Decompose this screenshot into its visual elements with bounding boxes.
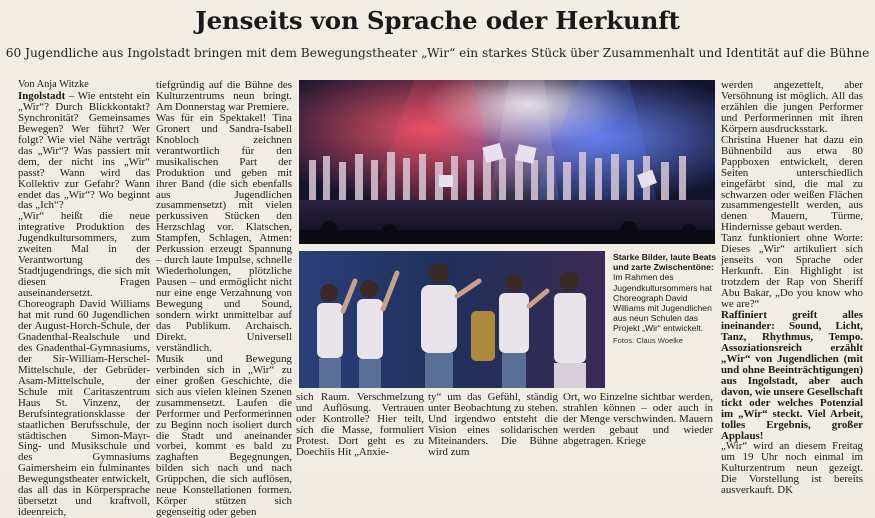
article-headline: Jenseits von Sprache oder Herkunft — [195, 6, 680, 35]
article-column-2 — [156, 79, 292, 518]
caption-lead: Starke Bilder, laute Beats und zarte Zwischentöne: — [613, 252, 717, 273]
paragraph: werden angezettelt, aber Versöhnung ist möglich. All das erzählen die jungen Performer und Performerinnen mit ihren Körpern ausdrucksstark. — [721, 79, 863, 135]
paragraph: „Wir“ wird an diesem Freitag um 19 Uhr noch einmal im Kulturzentrum neun gezeigt. Die Vorstellung ist bereits ausverkauft. DK — [721, 440, 863, 497]
stage-ensemble-photo — [299, 80, 715, 244]
paragraph: ty“ um das Gefühl, ständig unter Beobachtung zu stehen. Und irgendwo entsteht die Vision eines solidarischen Miteinanders. Die Bühne wird zum — [428, 391, 558, 458]
paragraph — [18, 91, 150, 211]
article-column-5 — [563, 392, 713, 470]
paragraph: Musik und Bewegung verbinden sich in „Wir“ zu einer großen Geschichte, die sich aus vielen kleinen Szenen zusammensetzt. Laufen die Performer und Performerinnen zu Beginn noch isoliert durch die Stadt und aneinander vorbei, kommt es bald zu zaghaften Begegnungen, bilden sich nach und nach Grüppchen, die sich auflösen, neue Konstellationen formen. Körper stützen sich gegenseitig oder geben — [156, 352, 292, 518]
article-subhead: 60 Jugendliche aus Ingolstadt bringen mit dem Bewegungstheater „Wir“ ein starkes Stück über Zusammenhalt und Identität auf die Bühne — [5, 46, 870, 60]
paragraph: Tanz funktioniert ohne Worte: Dieses „Wir“ artikuliert sich jenseits von Sprache oder Herkunft. Ein Highlight ist trotzdem der Rap von Sheriff Abu Bakar, „Do you know who we are?“ — [721, 232, 863, 311]
article-column-1 — [18, 79, 150, 518]
article-column-3 — [296, 392, 424, 470]
paragraph: Ort, wo Einzelne sichtbar werden, strahlen können – oder auch in der Menge verschwinden. Mauern werden gebaut und wieder abgetragen. Kriege — [563, 391, 713, 447]
theater-stage-photo-icon — [299, 80, 715, 244]
paragraph-text: – Wie entsteht ein „Wir“? Durch Blickkontakt? Synchronität? Gemeinsames Bewegen? Wer führt? Wer folgt? Wie viel Nähe verträgt das „Wir“? Was passiert mit dem, der nicht ins „Wir“ passt? Wann wird das Kollektiv zur Gefahr? Wann endet das „Wir“? Wo beginnt das „Ich“? — [18, 89, 150, 212]
dancers-closeup-photo — [299, 251, 605, 388]
paragraph: Was für ein Spektakel! Tina Gronert und Sandra-Isabell Knobloch zeichnen verantwortlich für den musikalischen Part der Produktion und geben mit ihrer Band (die sich ebenfalls aus Jugendlichen zusammensetzt) mit vielen perkussiven Stücken den Herzschlag vor. Klatschen, Stampfen, Schlagen, Atmen: Perkussion erzeugt Spannung – durch laute Impulse, schnelle Wiederholungen, plötzliche Pausen – und ermöglicht nicht nur eine enge Verzahnung von Bewegung und Sound, sondern wirkt unmittelbar auf das Publikum. Archaisch. Direkt. Universell verständlich. — [156, 111, 292, 354]
paragraph: tiefgründig auf die Bühne des Kulturzentrums neun bringt. Am Donnerstag war Premiere. — [156, 79, 292, 113]
paragraph: sich Raum. Verschmelzung und Auflösung. Vertrauen oder Kontrolle? Hier teilt, sich die Masse, formuliert Protest. Dort geht es zu Doechiis Hit „Anxie- — [296, 391, 424, 458]
dancers-photo-icon — [299, 251, 605, 388]
paragraph: Raffiniert greift alles ineinander: Sound, Licht, Tanz, Rhythmus, Tempo. Assoziationsreich erzählt „Wir“ von Jugendlichen (mit und ohne Beeinträchtigungen) aus Ingolstadt, aber auch davon, wie unsere Gesellschaft tickt oder welches Potenzial im „Wir“ steckt. Viel Arbeit, tolles Ergebnis, großer Applaus! — [721, 309, 863, 442]
paragraph: „Wir“ heißt die neue integrative Produktion des Jugendkultursommers, zum zweiten Mal in der Verantwortung des Stadtjugendrings, die sich mit diesen Fragen auseinandersetzt. Choreograph David Williams hat mit rund 60 Jugendlichen der August-Horch-Schule, der Gnadenthal-Realschule und des Gnadenthal-Gymnasiums, der Sir-William-Herschel-Mittelschule, der Gebrüder-Asam-Mittelschule, der Schule mit Caritaszentrum Haus St. Vinzenz, der Berufsintegrationsklasse der staatlichen Berufsschule, der städtischen Simon-Mayr-Sing- und Musikschule und des Gymnasiums Gaimersheim ein fulminantes Bewegungstheater entwickelt, das all das in Körpersprache übersetzt und kraftvoll, ideenreich, — [18, 210, 150, 518]
dateline: Ingolstadt — [18, 89, 66, 102]
photo-caption — [613, 252, 717, 346]
article-column-6 — [721, 79, 863, 497]
paragraph: Christina Huener hat dazu ein Bühnenbild aus etwa 80 Pappboxen entwickelt, deren Seiten unterschiedlich eingefärbt sind, die mal zu schwarzen oder weißen Flächen zusammengestellt werden, aus denen Mauern, Türme, Hindernisse gebaut werden. — [721, 133, 863, 234]
photo-credit: Fotos: Claus Woelke — [613, 335, 683, 345]
byline: Von Anja Witzke — [18, 79, 89, 90]
article-column-4 — [428, 392, 558, 470]
caption-text: Im Rahmen des Jugendkultursommers hat Choreograph David Williams mit Jugendlichen aus neun Schulen das Projekt „Wir“ entwickelt. — [613, 272, 712, 334]
